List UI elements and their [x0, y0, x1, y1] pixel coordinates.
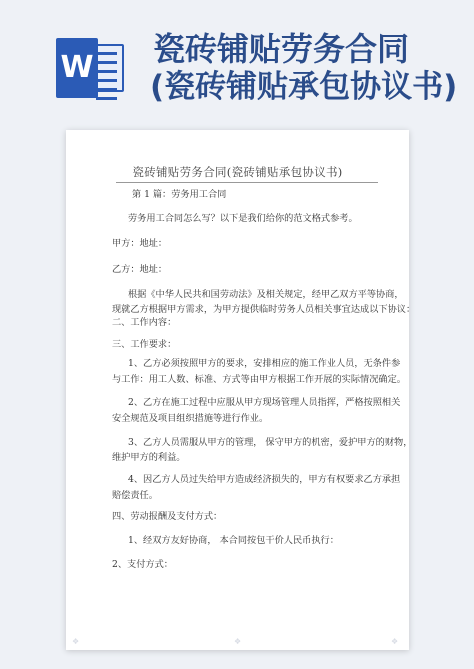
doc-line: 四、劳动报酬及支付方式： — [112, 511, 223, 522]
title-divider — [116, 182, 378, 183]
doc-line: 维护甲方的利益。 — [112, 452, 186, 463]
doc-line: 4、因乙方人员过失给甲方造成经济损失的，甲方有权要求乙方承担 — [128, 474, 401, 485]
doc-line: 安全规范及项目组织措施等进行作业。 — [112, 413, 269, 424]
document-title: 瓷砖铺贴劳务合同(瓷砖铺贴承包协议书) — [132, 165, 343, 179]
doc-line: 第 1 篇：劳务用工合同 — [132, 189, 227, 200]
word-document-icon: W — [56, 38, 124, 98]
watermark: ❖ — [391, 637, 399, 646]
doc-line: 劳务用工合同怎么写？以下是我们给你的范文格式参考。 — [128, 213, 358, 224]
watermark: ❖ — [72, 637, 80, 646]
watermark: ❖ — [234, 637, 242, 646]
doc-line: 二、工作内容： — [112, 317, 177, 328]
doc-line: 甲方：地址： — [112, 238, 168, 249]
doc-line: 三、工作要求： — [112, 339, 177, 350]
header-banner — [0, 0, 474, 112]
doc-line: 现就乙方根据甲方需求，为甲方提供临时劳务人员相关事宜达成以下协议： — [112, 304, 416, 315]
doc-line: 2、乙方在施工过程中应服从甲方现场管理人员指挥，严格按照相关 — [128, 397, 401, 408]
document-page — [66, 130, 416, 650]
doc-line: 1、经双方友好协商， 本合同按包干价人民币执行： — [128, 535, 339, 546]
doc-line: 根据《中华人民共和国劳动法》及相关规定，经甲乙双方平等协商， — [128, 289, 404, 300]
doc-line: 赔偿责任。 — [112, 490, 158, 501]
banner-title-line2: (瓷砖铺贴承包协议书) — [150, 69, 458, 105]
doc-line: 2、支付方式： — [112, 559, 173, 570]
doc-line: 与工作：用工人数、标准、方式等由甲方根据工作开展的实际情况确定。 — [112, 374, 406, 385]
doc-line: 乙方：地址： — [112, 264, 168, 275]
doc-line: 1、乙方必须按照甲方的要求，安排相应的施工作业人员，无条件参 — [128, 358, 401, 369]
banner-title-line1: 瓷砖铺贴劳务合同 — [153, 30, 410, 68]
doc-line: 3、乙方人员需服从甲方的管理， 保守甲方的机密，爱护甲方的财物， — [128, 437, 413, 448]
